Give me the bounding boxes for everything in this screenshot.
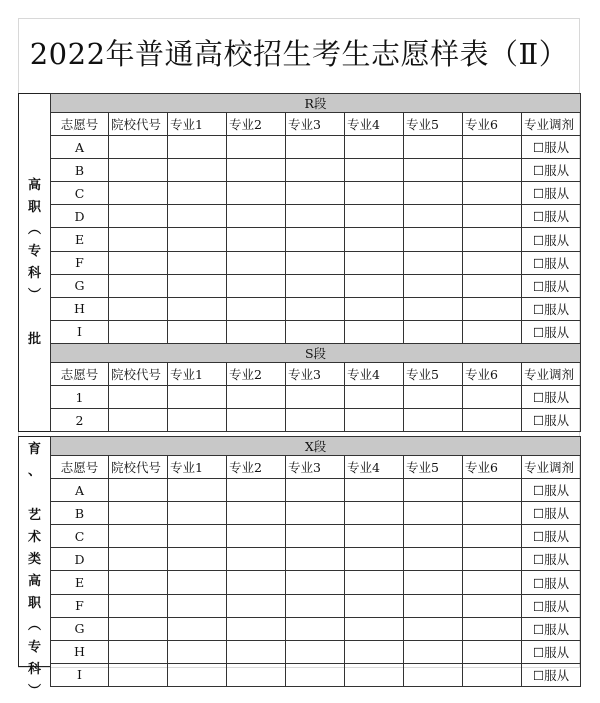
major-6-cell[interactable] bbox=[463, 251, 522, 274]
column-header: 专业3 bbox=[286, 456, 345, 479]
column-header: 专业6 bbox=[463, 362, 522, 385]
major-6-cell[interactable] bbox=[463, 297, 522, 320]
major-2-cell[interactable] bbox=[227, 386, 286, 409]
major-6-cell[interactable] bbox=[463, 525, 522, 548]
volunteer-row bbox=[51, 525, 581, 548]
volunteer-number: D bbox=[51, 548, 109, 571]
side-label-char: ︶ bbox=[27, 287, 41, 303]
school-code-cell[interactable] bbox=[109, 502, 168, 525]
major-6-cell[interactable] bbox=[463, 409, 522, 432]
school-code-cell[interactable] bbox=[109, 663, 168, 686]
side-label-char: 术 bbox=[27, 530, 41, 545]
volunteer-table-2 bbox=[50, 436, 581, 687]
volunteer-row bbox=[51, 251, 581, 274]
volunteer-row bbox=[51, 663, 581, 686]
page-title: 2022年普通高校招生考生志愿样表（Ⅱ） bbox=[29, 37, 569, 71]
volunteer-number: C bbox=[51, 182, 109, 205]
column-header: 专业调剂 bbox=[522, 113, 581, 136]
major-4-cell[interactable] bbox=[345, 274, 404, 297]
volunteer-row bbox=[51, 320, 581, 343]
major-3-cell[interactable] bbox=[286, 386, 345, 409]
major-6-cell[interactable] bbox=[463, 594, 522, 617]
column-header: 专业5 bbox=[404, 362, 463, 385]
major-4-cell[interactable] bbox=[345, 182, 404, 205]
major-5-cell[interactable] bbox=[404, 386, 463, 409]
column-header: 专业调剂 bbox=[522, 362, 581, 385]
major-2-cell[interactable] bbox=[227, 297, 286, 320]
major-4-cell[interactable] bbox=[345, 663, 404, 686]
segment-header-row bbox=[51, 343, 581, 362]
column-header: 专业3 bbox=[286, 113, 345, 136]
major-3-cell[interactable] bbox=[286, 182, 345, 205]
major-3-cell[interactable] bbox=[286, 251, 345, 274]
school-code-cell[interactable] bbox=[109, 617, 168, 640]
major-4-cell[interactable] bbox=[345, 159, 404, 182]
major-3-cell[interactable] bbox=[286, 228, 345, 251]
adjust-accept-checkbox[interactable]: ☐服从 bbox=[522, 617, 581, 640]
major-3-cell[interactable] bbox=[286, 297, 345, 320]
side-label-char: 职 bbox=[27, 199, 41, 215]
major-4-cell[interactable] bbox=[345, 571, 404, 594]
volunteer-number: E bbox=[51, 571, 109, 594]
major-1-cell[interactable] bbox=[168, 594, 227, 617]
adjust-accept-checkbox[interactable]: ☐服从 bbox=[522, 228, 581, 251]
volunteer-row bbox=[51, 548, 581, 571]
school-code-cell[interactable] bbox=[109, 320, 168, 343]
school-code-cell[interactable] bbox=[109, 479, 168, 502]
major-6-cell[interactable] bbox=[463, 182, 522, 205]
column-header: 专业1 bbox=[168, 113, 227, 136]
volunteer-number: B bbox=[51, 502, 109, 525]
major-2-cell[interactable] bbox=[227, 617, 286, 640]
side-label-char: ︵ bbox=[27, 618, 41, 633]
school-code-cell[interactable] bbox=[109, 548, 168, 571]
major-1-cell[interactable] bbox=[168, 320, 227, 343]
volunteer-number: I bbox=[51, 663, 109, 686]
volunteer-row bbox=[51, 205, 581, 228]
major-5-cell[interactable] bbox=[404, 136, 463, 159]
side-label-char: 高 bbox=[27, 177, 41, 193]
school-code-cell[interactable] bbox=[109, 136, 168, 159]
segment-header-row bbox=[51, 437, 581, 456]
major-5-cell[interactable] bbox=[404, 297, 463, 320]
volunteer-row bbox=[51, 136, 581, 159]
adjust-accept-checkbox[interactable]: ☐服从 bbox=[522, 136, 581, 159]
volunteer-number: F bbox=[51, 594, 109, 617]
volunteer-row bbox=[51, 297, 581, 320]
side-label-char: 艺 bbox=[27, 508, 41, 523]
major-5-cell[interactable] bbox=[404, 617, 463, 640]
volunteer-number: A bbox=[51, 479, 109, 502]
major-4-cell[interactable] bbox=[345, 297, 404, 320]
adjust-accept-checkbox[interactable]: ☐服从 bbox=[522, 386, 581, 409]
major-3-cell[interactable] bbox=[286, 594, 345, 617]
adjust-accept-checkbox[interactable]: ☐服从 bbox=[522, 571, 581, 594]
segment-title: X段 bbox=[51, 437, 581, 456]
column-header: 专业2 bbox=[227, 362, 286, 385]
major-6-cell[interactable] bbox=[463, 548, 522, 571]
volunteer-number: F bbox=[51, 251, 109, 274]
volunteer-row bbox=[51, 502, 581, 525]
major-3-cell[interactable] bbox=[286, 525, 345, 548]
major-4-cell[interactable] bbox=[345, 386, 404, 409]
volunteer-number: G bbox=[51, 274, 109, 297]
major-1-cell[interactable] bbox=[168, 617, 227, 640]
major-6-cell[interactable] bbox=[463, 640, 522, 663]
major-2-cell[interactable] bbox=[227, 274, 286, 297]
adjust-accept-checkbox[interactable]: ☐服从 bbox=[522, 320, 581, 343]
school-code-cell[interactable] bbox=[109, 251, 168, 274]
major-4-cell[interactable] bbox=[345, 479, 404, 502]
school-code-cell[interactable] bbox=[109, 571, 168, 594]
major-6-cell[interactable] bbox=[463, 571, 522, 594]
adjust-accept-checkbox[interactable]: ☐服从 bbox=[522, 205, 581, 228]
major-5-cell[interactable] bbox=[404, 525, 463, 548]
adjust-accept-checkbox[interactable]: ☐服从 bbox=[522, 251, 581, 274]
side-label-char: 、 bbox=[27, 464, 41, 479]
major-1-cell[interactable] bbox=[168, 136, 227, 159]
column-header: 专业4 bbox=[345, 113, 404, 136]
major-6-cell[interactable] bbox=[463, 386, 522, 409]
volunteer-number: H bbox=[51, 640, 109, 663]
major-5-cell[interactable] bbox=[404, 502, 463, 525]
major-4-cell[interactable] bbox=[345, 251, 404, 274]
adjust-accept-checkbox[interactable]: ☐服从 bbox=[522, 502, 581, 525]
column-header: 专业1 bbox=[168, 456, 227, 479]
major-5-cell[interactable] bbox=[404, 251, 463, 274]
major-1-cell[interactable] bbox=[168, 640, 227, 663]
column-header: 专业1 bbox=[168, 362, 227, 385]
major-6-cell[interactable] bbox=[463, 479, 522, 502]
volunteer-row bbox=[51, 479, 581, 502]
column-header: 专业2 bbox=[227, 456, 286, 479]
major-3-cell[interactable] bbox=[286, 159, 345, 182]
major-6-cell[interactable] bbox=[463, 136, 522, 159]
major-6-cell[interactable] bbox=[463, 205, 522, 228]
major-4-cell[interactable] bbox=[345, 617, 404, 640]
segment-title: S段 bbox=[51, 343, 581, 362]
major-4-cell[interactable] bbox=[345, 320, 404, 343]
major-3-cell[interactable] bbox=[286, 205, 345, 228]
major-3-cell[interactable] bbox=[286, 409, 345, 432]
major-2-cell[interactable] bbox=[227, 502, 286, 525]
major-2-cell[interactable] bbox=[227, 136, 286, 159]
column-header: 专业2 bbox=[227, 113, 286, 136]
column-header: 专业4 bbox=[345, 362, 404, 385]
major-4-cell[interactable] bbox=[345, 594, 404, 617]
major-1-cell[interactable] bbox=[168, 386, 227, 409]
major-4-cell[interactable] bbox=[345, 409, 404, 432]
side-label-char: 专 bbox=[27, 640, 41, 655]
major-3-cell[interactable] bbox=[286, 571, 345, 594]
column-header-row bbox=[51, 456, 581, 479]
column-header: 院校代号 bbox=[109, 113, 168, 136]
major-5-cell[interactable] bbox=[404, 320, 463, 343]
major-5-cell[interactable] bbox=[404, 159, 463, 182]
adjust-accept-checkbox[interactable]: ☐服从 bbox=[522, 409, 581, 432]
column-header-row bbox=[51, 362, 581, 385]
volunteer-row bbox=[51, 571, 581, 594]
volunteer-row bbox=[51, 182, 581, 205]
segment-header-row bbox=[51, 94, 581, 113]
side-label-char: 育 bbox=[27, 442, 41, 457]
major-3-cell[interactable] bbox=[286, 274, 345, 297]
side-label-char: ︵ bbox=[27, 221, 41, 237]
major-3-cell[interactable] bbox=[286, 663, 345, 686]
side-label-arts-sports bbox=[18, 436, 51, 699]
major-5-cell[interactable] bbox=[404, 228, 463, 251]
school-code-cell[interactable] bbox=[109, 386, 168, 409]
major-2-cell[interactable] bbox=[227, 409, 286, 432]
major-6-cell[interactable] bbox=[463, 274, 522, 297]
volunteer-row bbox=[51, 274, 581, 297]
major-4-cell[interactable] bbox=[345, 136, 404, 159]
side-label-char: 专 bbox=[27, 243, 41, 259]
major-5-cell[interactable] bbox=[404, 548, 463, 571]
major-2-cell[interactable] bbox=[227, 640, 286, 663]
volunteer-row bbox=[51, 617, 581, 640]
major-5-cell[interactable] bbox=[404, 663, 463, 686]
major-1-cell[interactable] bbox=[168, 525, 227, 548]
volunteer-number: B bbox=[51, 159, 109, 182]
column-header-row bbox=[51, 113, 581, 136]
volunteer-row bbox=[51, 594, 581, 617]
major-2-cell[interactable] bbox=[227, 251, 286, 274]
school-code-cell[interactable] bbox=[109, 274, 168, 297]
major-1-cell[interactable] bbox=[168, 228, 227, 251]
column-header: 专业6 bbox=[463, 113, 522, 136]
column-header: 院校代号 bbox=[109, 362, 168, 385]
major-4-cell[interactable] bbox=[345, 525, 404, 548]
adjust-accept-checkbox[interactable]: ☐服从 bbox=[522, 525, 581, 548]
major-6-cell[interactable] bbox=[463, 320, 522, 343]
side-label-higher-vocational bbox=[18, 93, 51, 432]
school-code-cell[interactable] bbox=[109, 182, 168, 205]
volunteer-number: A bbox=[51, 136, 109, 159]
major-1-cell[interactable] bbox=[168, 159, 227, 182]
major-4-cell[interactable] bbox=[345, 205, 404, 228]
major-5-cell[interactable] bbox=[404, 594, 463, 617]
adjust-accept-checkbox[interactable]: ☐服从 bbox=[522, 640, 581, 663]
block-higher-vocational bbox=[18, 93, 581, 432]
school-code-cell[interactable] bbox=[109, 594, 168, 617]
column-header: 志愿号 bbox=[51, 113, 109, 136]
major-3-cell[interactable] bbox=[286, 640, 345, 663]
major-1-cell[interactable] bbox=[168, 479, 227, 502]
major-1-cell[interactable] bbox=[168, 274, 227, 297]
volunteer-number: G bbox=[51, 617, 109, 640]
school-code-cell[interactable] bbox=[109, 640, 168, 663]
school-code-cell[interactable] bbox=[109, 159, 168, 182]
volunteer-number: C bbox=[51, 525, 109, 548]
volunteer-row bbox=[51, 159, 581, 182]
major-4-cell[interactable] bbox=[345, 640, 404, 663]
major-1-cell[interactable] bbox=[168, 251, 227, 274]
volunteer-table-1 bbox=[50, 93, 581, 432]
side-label-char: 科 bbox=[27, 662, 41, 677]
major-6-cell[interactable] bbox=[463, 159, 522, 182]
major-2-cell[interactable] bbox=[227, 320, 286, 343]
school-code-cell[interactable] bbox=[109, 205, 168, 228]
major-3-cell[interactable] bbox=[286, 548, 345, 571]
volunteer-row bbox=[51, 409, 581, 432]
major-1-cell[interactable] bbox=[168, 502, 227, 525]
adjust-accept-checkbox[interactable]: ☐服从 bbox=[522, 594, 581, 617]
column-header: 志愿号 bbox=[51, 456, 109, 479]
major-3-cell[interactable] bbox=[286, 479, 345, 502]
major-5-cell[interactable] bbox=[404, 479, 463, 502]
major-5-cell[interactable] bbox=[404, 409, 463, 432]
volunteer-row bbox=[51, 386, 581, 409]
major-2-cell[interactable] bbox=[227, 205, 286, 228]
side-label-char bbox=[32, 483, 37, 505]
major-2-cell[interactable] bbox=[227, 182, 286, 205]
adjust-accept-checkbox[interactable]: ☐服从 bbox=[522, 548, 581, 571]
side-label-char: ︶ bbox=[27, 684, 41, 699]
volunteer-number: 1 bbox=[51, 386, 109, 409]
adjust-accept-checkbox[interactable]: ☐服从 bbox=[522, 479, 581, 502]
major-4-cell[interactable] bbox=[345, 548, 404, 571]
adjust-accept-checkbox[interactable]: ☐服从 bbox=[522, 297, 581, 320]
column-header: 专业5 bbox=[404, 456, 463, 479]
major-1-cell[interactable] bbox=[168, 409, 227, 432]
volunteer-number: I bbox=[51, 320, 109, 343]
side-label-char: 批 bbox=[27, 331, 41, 347]
major-6-cell[interactable] bbox=[463, 617, 522, 640]
major-1-cell[interactable] bbox=[168, 182, 227, 205]
major-1-cell[interactable] bbox=[168, 548, 227, 571]
volunteer-row bbox=[51, 640, 581, 663]
side-label-char: 高 bbox=[27, 574, 41, 589]
adjust-accept-checkbox[interactable]: ☐服从 bbox=[522, 274, 581, 297]
column-header: 志愿号 bbox=[51, 362, 109, 385]
adjust-accept-checkbox[interactable]: ☐服从 bbox=[522, 159, 581, 182]
major-4-cell[interactable] bbox=[345, 228, 404, 251]
volunteer-number: E bbox=[51, 228, 109, 251]
volunteer-number: 2 bbox=[51, 409, 109, 432]
column-header: 专业5 bbox=[404, 113, 463, 136]
volunteer-number: H bbox=[51, 297, 109, 320]
major-2-cell[interactable] bbox=[227, 525, 286, 548]
major-1-cell[interactable] bbox=[168, 297, 227, 320]
side-label-char: 科 bbox=[27, 265, 41, 281]
major-2-cell[interactable] bbox=[227, 228, 286, 251]
major-2-cell[interactable] bbox=[227, 479, 286, 502]
school-code-cell[interactable] bbox=[109, 409, 168, 432]
block-arts-sports bbox=[18, 436, 581, 699]
volunteer-row bbox=[51, 228, 581, 251]
major-2-cell[interactable] bbox=[227, 548, 286, 571]
major-2-cell[interactable] bbox=[227, 159, 286, 182]
major-5-cell[interactable] bbox=[404, 571, 463, 594]
column-header: 院校代号 bbox=[109, 456, 168, 479]
column-header: 专业3 bbox=[286, 362, 345, 385]
major-3-cell[interactable] bbox=[286, 502, 345, 525]
major-2-cell[interactable] bbox=[227, 594, 286, 617]
major-3-cell[interactable] bbox=[286, 617, 345, 640]
volunteer-number: D bbox=[51, 205, 109, 228]
major-5-cell[interactable] bbox=[404, 640, 463, 663]
major-3-cell[interactable] bbox=[286, 320, 345, 343]
column-header: 专业调剂 bbox=[522, 456, 581, 479]
school-code-cell[interactable] bbox=[109, 297, 168, 320]
side-label-char bbox=[32, 307, 37, 329]
major-4-cell[interactable] bbox=[345, 502, 404, 525]
major-6-cell[interactable] bbox=[463, 502, 522, 525]
adjust-accept-checkbox[interactable]: ☐服从 bbox=[522, 663, 581, 686]
school-code-cell[interactable] bbox=[109, 525, 168, 548]
segment-title: R段 bbox=[51, 94, 581, 113]
major-3-cell[interactable] bbox=[286, 136, 345, 159]
major-6-cell[interactable] bbox=[463, 663, 522, 686]
major-5-cell[interactable] bbox=[404, 182, 463, 205]
major-6-cell[interactable] bbox=[463, 228, 522, 251]
column-header: 专业4 bbox=[345, 456, 404, 479]
major-2-cell[interactable] bbox=[227, 571, 286, 594]
side-label-char: 类 bbox=[27, 552, 41, 567]
school-code-cell[interactable] bbox=[109, 228, 168, 251]
column-header: 专业6 bbox=[463, 456, 522, 479]
major-1-cell[interactable] bbox=[168, 205, 227, 228]
major-1-cell[interactable] bbox=[168, 571, 227, 594]
side-label-char: 职 bbox=[27, 596, 41, 611]
major-5-cell[interactable] bbox=[404, 205, 463, 228]
major-5-cell[interactable] bbox=[404, 274, 463, 297]
adjust-accept-checkbox[interactable]: ☐服从 bbox=[522, 182, 581, 205]
major-1-cell[interactable] bbox=[168, 663, 227, 686]
major-2-cell[interactable] bbox=[227, 663, 286, 686]
